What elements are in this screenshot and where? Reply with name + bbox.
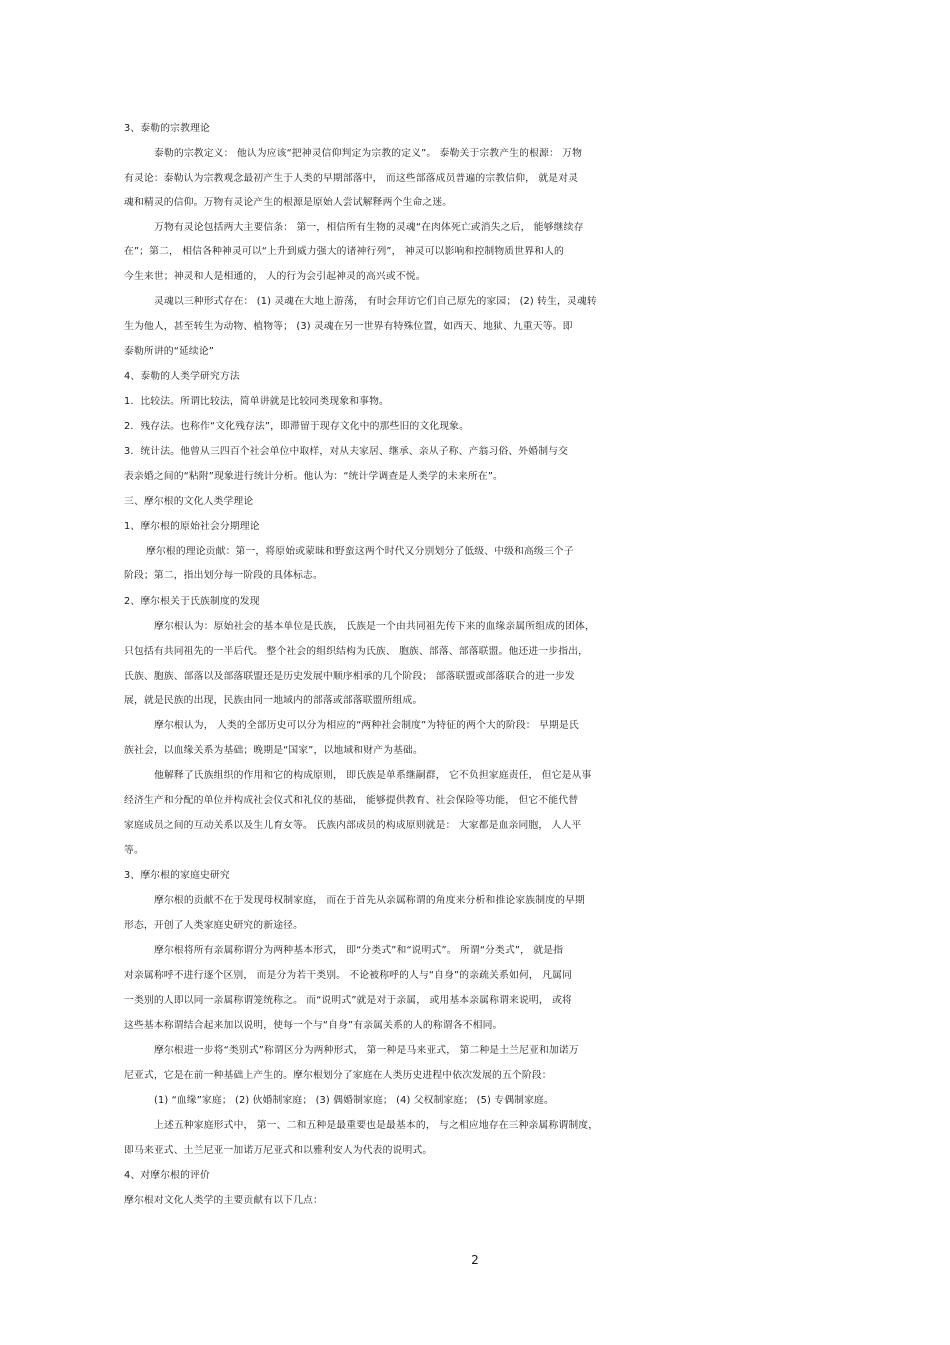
- paragraph-line: 摩尔根对文化人类学的主要贡献有以下几点：: [124, 1195, 323, 1206]
- paragraph-line: 表亲婚之间的“粘附”现象进行统计分析。他认为：“统计学调查是人类学的未来所在”。: [124, 471, 503, 482]
- paragraph-line: 上述五种家庭形式中， 第一、二和五种是最重要也是最基本的， 与之相应地存在三种亲属称谓制度，: [154, 1120, 599, 1131]
- paragraph-line: 灵魂以三种形式存在： (1) 灵魂在大地上游荡， 有时会拜访它们自己原先的家园； (2) 转生，灵魂转: [154, 296, 597, 307]
- paragraph-line: 摩尔根认为， 人类的全部历史可以分为相应的“两种社会制度”为特征的两个大的阶段： 早期是氏: [154, 720, 579, 731]
- paragraph-line: 家庭成员之间的互动关系以及生儿育女等。 氏族内部成员的构成原则就是： 大家都是血亲同胞， 人人平: [124, 820, 582, 831]
- paragraph-line: 族社会，以血缘关系为基础；晚期是“国家”，以地域和财产为基础。: [124, 745, 423, 756]
- paragraph-line: 经济生产和分配的单位并构成社会仪式和礼仪的基础， 能够提供教育、社会保险等功能， 但它不能代替: [124, 795, 579, 806]
- paragraph-line: 万物有灵论包括两大主要信条： 第一，相信所有生物的灵魂“在肉体死亡或消失之后， 能够继续存: [154, 222, 584, 233]
- paragraph-line: 摩尔根将所有亲属称谓分为两种基本形式， 即“分类式”和“说明式”。 所谓“分类式”， 就是指: [154, 945, 564, 956]
- paragraph-line: 他解释了氏族组织的作用和它的构成原则， 即氏族是单系继嗣群， 它不负担家庭责任， 但它是从事: [154, 770, 592, 781]
- section-heading: 4、泰勒的人类学研究方法: [124, 371, 240, 382]
- paragraph-line: 即马来亚式、土兰尼亚一加诺万尼亚式和以雅利安人为代表的说明式。: [124, 1145, 433, 1156]
- paragraph-line: 摩尔根进一步将“类别式”称谓区分为两种形式， 第一种是马来亚式， 第二种是土兰尼亚和加诺万: [154, 1045, 579, 1056]
- paragraph-line: 生为他人，甚至转生为动物、植物等； (3) 灵魂在另一世界有特殊位置，如西天、地狱、九重天等。即: [124, 321, 573, 332]
- paragraph-line: 尼亚式，它是在前一种基础上产生的。摩尔根划分了家庭在人类历史进程中依次发展的五个阶段：: [124, 1070, 552, 1081]
- paragraph-line: 有灵论：泰勒认为宗教观念最初产生于人类的早期部落中， 而这些部落成员普遍的宗教信仰， 就是对灵: [124, 173, 579, 184]
- paragraph-line: 对亲属称呼不进行逐个区别， 而是分为若干类别。 不论被称呼的人与“自身”的亲疏关系如何， 凡属同: [124, 970, 572, 981]
- paragraph-line: 在”；第二， 相信各种神灵可以“上升到威力强大的诸神行列”， 神灵可以影响和控制物质世界和人的: [124, 246, 564, 257]
- section-heading: 3、摩尔根的家庭史研究: [124, 870, 230, 881]
- paragraph-line: 一类别的人即以同一亲属称谓笼统称之。 而“说明式”就是对于亲属， 或用基本亲属称谓来说明， 或将: [124, 995, 572, 1006]
- paragraph-line: 形态，开创了人类家庭史研究的新途径。: [124, 920, 304, 931]
- section-heading: 1、摩尔根的原始社会分期理论: [124, 521, 260, 532]
- page-number: 2: [471, 1253, 479, 1267]
- paragraph-line: 摩尔根的贡献不在于发现母权制家庭， 而在于首先从亲属称谓的角度来分析和推论家族制度的早期: [154, 895, 585, 906]
- paragraph-line: 氏族、胞族、部落以及部落联盟还是历史发展中顺序相承的几个阶段； 部落联盟或部落联合的进一步发: [124, 671, 575, 682]
- paragraph-line: 这些基本称谓结合起来加以说明，使每一个与“自身”有亲属关系的人的称谓各不相同。: [124, 1020, 503, 1031]
- paragraph-line: 只包括有共同祖先的一半后代。 整个社会的组织结构为氏族、 胞族、部落、部落联盟。他还进一步指出，: [124, 646, 589, 657]
- paragraph-line: 展，就是民族的出现，民族由同一地域内的部落或部落联盟所组成。: [124, 695, 423, 706]
- section-heading: 2、摩尔根关于氏族制度的发现: [124, 596, 260, 607]
- paragraph-line: 泰勒所讲的“延续论”: [124, 346, 215, 357]
- paragraph-line: 等。: [124, 845, 144, 856]
- paragraph-line: 魂和精灵的信仰。万物有灵论产生的根源是原始人尝试解释两个生命之迷。: [124, 197, 453, 208]
- list-item: 1．比较法。所谓比较法，简单讲就是比较同类现象和事物。: [124, 396, 390, 407]
- paragraph-line: 阶段；第二，指出划分每一阶段的具体标志。: [124, 570, 323, 581]
- paragraph-line: 今生来世；神灵和人是相通的， 人的行为会引起神灵的高兴或不悦。: [124, 271, 426, 282]
- paragraph-line: 摩尔根的理论贡献：第一，将原始或蒙昧和野蛮这两个时代又分别划分了低级、中级和高级三个子: [146, 546, 574, 557]
- paragraph-line: (1) “血缘”家庭； (2) 伙婚制家庭； (3) 偶婚制家庭； (4) 父权制家庭； (5) 专偶制家庭。: [154, 1095, 554, 1106]
- list-item: 3．统计法。他曾从三四百个社会单位中取样，对从夫家居、继承、亲从子称、产翁习俗、外婚制与交: [124, 446, 569, 457]
- chapter-heading: 三、摩尔根的文化人类学理论: [124, 496, 254, 507]
- list-item: 2．残存法。也称作“文化残存法”，即滞留于现存文化中的那些旧的文化现象。: [124, 421, 470, 432]
- paragraph-line: 摩尔根认为：原始社会的基本单位是氏族， 氏族是一个由共同祖先传下来的血缘亲属所组成的团体，: [154, 621, 595, 632]
- section-heading: 3、泰勒的宗教理论: [124, 123, 210, 134]
- section-heading: 4、对摩尔根的评价: [124, 1170, 210, 1181]
- paragraph-line: 泰勒的宗教定义： 他认为应该“把神灵信仰判定为宗教的定义”。 泰勒关于宗教产生的根源： 万物: [154, 148, 583, 159]
